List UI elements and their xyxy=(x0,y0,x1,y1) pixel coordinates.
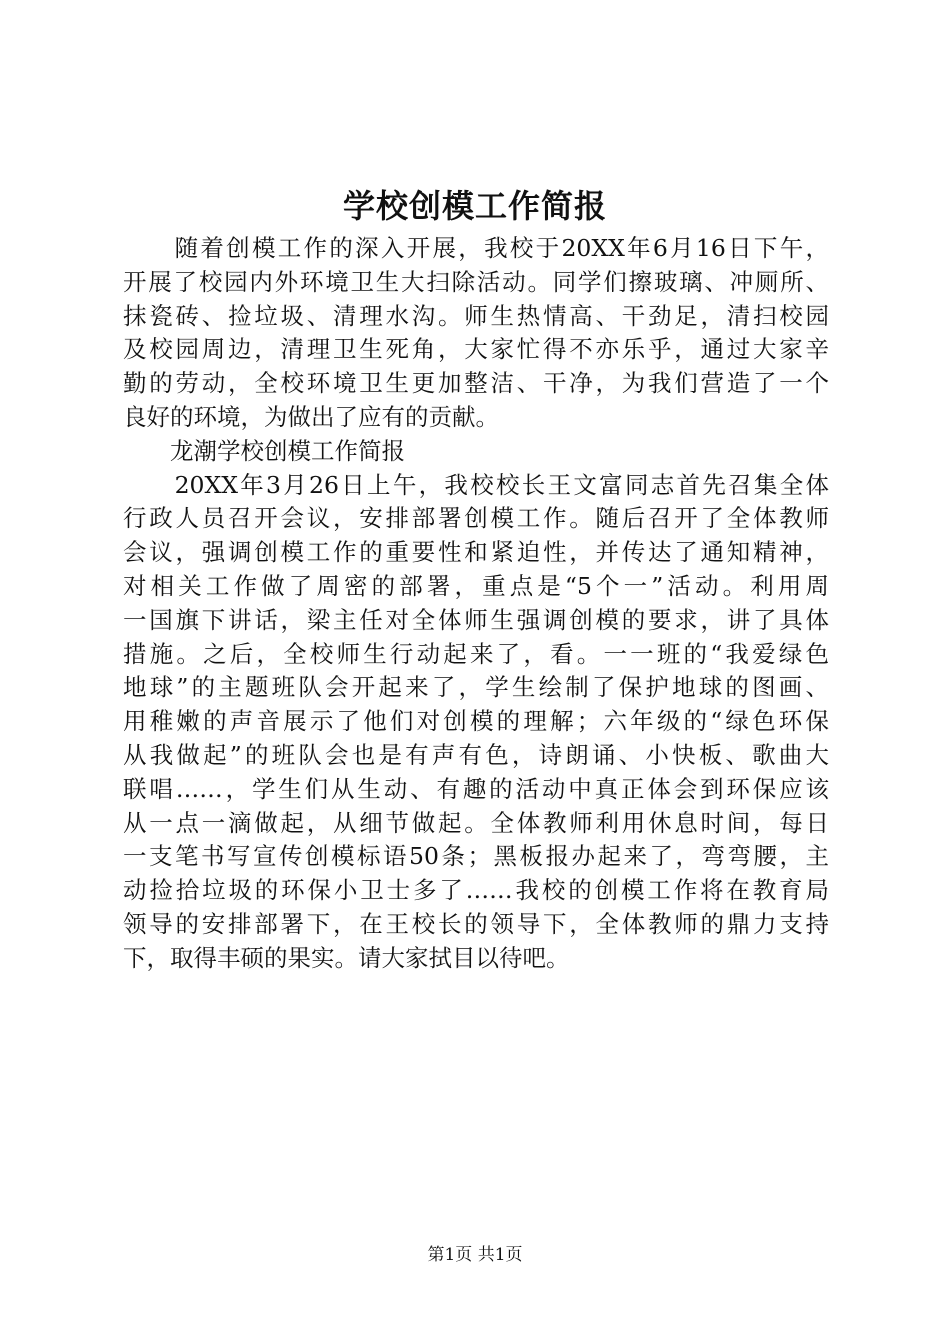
body-line: 20XX年3月26日上午，我校校长王文富同志首先召集全体 xyxy=(123,470,829,499)
body-line: 从我做起”的班队会也是有声有色，诗朗诵、小快板、歌曲大 xyxy=(123,740,829,769)
body-line: 及校园周边，清理卫生死角，大家忙得不亦乐乎，通过大家辛 xyxy=(123,335,829,364)
body-line: 对相关工作做了周密的部署，重点是“5个一”活动。利用周 xyxy=(123,571,829,600)
document-title: 学校创模工作简报 xyxy=(342,187,607,225)
body-line: 行政人员召开会议，安排部署创模工作。随后召开了全体教师 xyxy=(123,504,829,533)
page-number-footer: 第1页 共1页 xyxy=(427,1245,523,1265)
body-line: 用稚嫩的声音展示了他们对创模的理解；六年级的“绿色环保 xyxy=(123,707,829,736)
document-body xyxy=(123,232,829,976)
body-line: 抹瓷砖、捡垃圾、清理水沟。师生热情高、干劲足，清扫校园 xyxy=(123,301,829,330)
body-line: 动捡拾垃圾的环保小卫士多了……我校的创模工作将在教育局 xyxy=(123,876,829,905)
body-line: 地球”的主题班队会开起来了，学生绘制了保护地球的图画、 xyxy=(123,673,829,702)
body-line: 良好的环境，为做出了应有的贡献。 xyxy=(123,402,499,431)
body-line: 从一点一滴做起，从细节做起。全体教师利用休息时间，每日 xyxy=(123,808,829,837)
body-line-subtitle: 龙潮学校创模工作简报 xyxy=(123,436,405,465)
body-line: 一国旗下讲话，梁主任对全体师生强调创模的要求，讲了具体 xyxy=(123,605,829,634)
body-line: 勤的劳动，全校环境卫生更加整洁、干净，为我们营造了一个 xyxy=(123,369,829,398)
body-line: 开展了校园内外环境卫生大扫除活动。同学们擦玻璃、冲厕所、 xyxy=(123,267,829,296)
body-line: 下，取得丰硕的果实。请大家拭目以待吧。 xyxy=(123,943,570,972)
body-line: 措施。之后，全校师生行动起来了，看。一一班的“我爱绿色 xyxy=(123,639,829,668)
body-line: 会议，强调创模工作的重要性和紧迫性，并传达了通知精神， xyxy=(123,538,829,567)
body-line: 随着创模工作的深入开展，我校于20XX年6月16日下午， xyxy=(123,234,829,262)
body-line: 联唱……，学生们从生动、有趣的活动中真正体会到环保应该 xyxy=(123,774,829,803)
body-line: 领导的安排部署下，在王校长的领导下，全体教师的鼎力支持 xyxy=(123,909,829,938)
body-line: 一支笔书写宣传创模标语50条；黑板报办起来了，弯弯腰，主 xyxy=(123,842,829,871)
